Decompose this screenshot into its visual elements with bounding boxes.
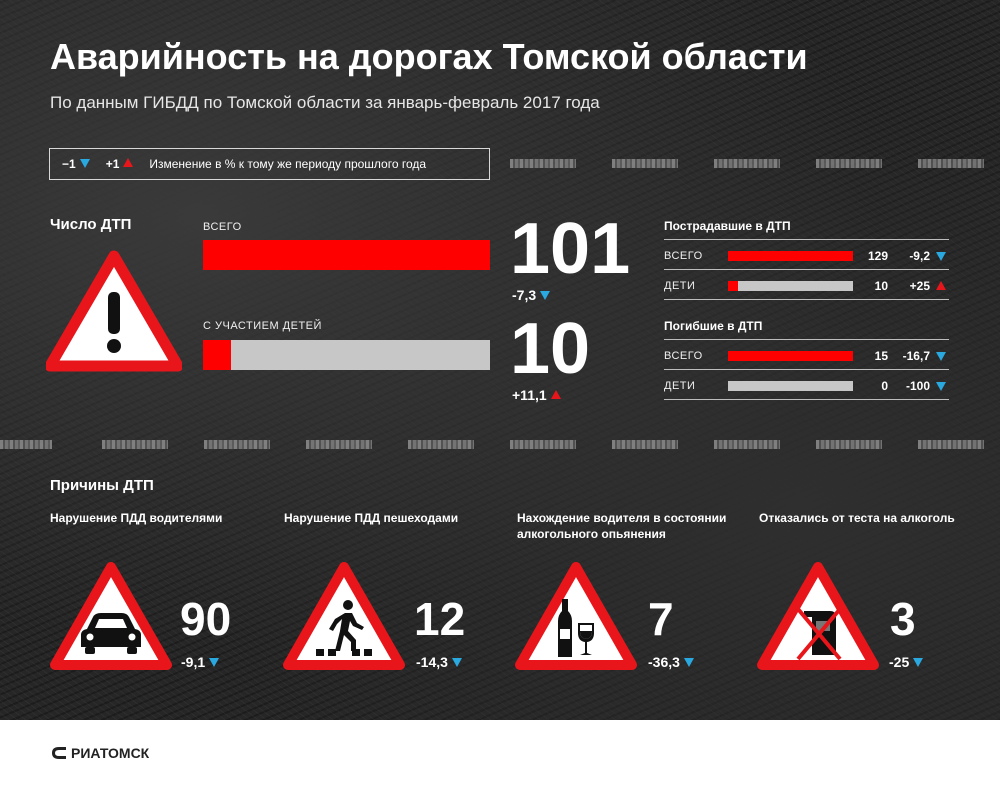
- bottle-glass-icon: [514, 561, 638, 673]
- cause-label: Нахождение водителя в состоянии алкогольного опьянения: [517, 511, 727, 541]
- divider: [664, 269, 949, 270]
- legend-decrease: −1: [62, 157, 90, 171]
- logo-text: РИАТОМСК: [71, 745, 150, 761]
- causes-heading: Причины ДТП: [50, 477, 154, 494]
- injured-total-bar-fill: [728, 251, 853, 261]
- injured-children-value: 10: [874, 279, 888, 293]
- cause-value: 12: [414, 593, 466, 645]
- cause-value: 90: [180, 593, 232, 645]
- cause-change: -25: [889, 654, 923, 670]
- injured-children-bar-fill: [728, 281, 738, 291]
- down-triangle-icon: [540, 291, 550, 300]
- accidents-total-bar-fill: [203, 240, 490, 270]
- down-triangle-icon: [684, 658, 694, 667]
- down-triangle-icon: [913, 658, 923, 667]
- divider: [664, 399, 949, 400]
- cause-change: -14,3: [416, 654, 462, 670]
- injured-children-bar: [728, 281, 853, 291]
- killed-total-bar-fill: [728, 351, 853, 361]
- legend-increase: +1: [106, 157, 134, 171]
- killed-children-value: 0: [881, 379, 888, 393]
- accidents-heading: Число ДТП: [50, 216, 132, 233]
- accidents-total-change: -7,3: [512, 287, 550, 303]
- page-title: Аварийность на дорогах Томской области: [50, 36, 808, 77]
- footer: [0, 720, 1000, 790]
- logo-mark-icon: [50, 745, 68, 761]
- cause-change: -36,3: [648, 654, 694, 670]
- pedestrian-icon: [282, 561, 406, 673]
- accidents-total-label: ВСЕГО: [203, 221, 242, 233]
- injured-total-label: ВСЕГО: [664, 250, 703, 262]
- killed-total-value: 15: [874, 349, 888, 363]
- killed-total-bar: [728, 351, 853, 361]
- cause-value: 3: [890, 593, 916, 645]
- road-marking-middle: [0, 440, 1000, 450]
- accidents-children-label: С УЧАСТИЕМ ДЕТЕЙ: [203, 320, 322, 332]
- down-triangle-icon: [936, 352, 946, 361]
- accidents-total-value: 101: [510, 209, 631, 289]
- cause-label: Отказались от теста на алкоголь: [759, 511, 955, 525]
- killed-children-change: -100: [905, 379, 930, 393]
- killed-total-change: -16,7: [902, 349, 930, 363]
- killed-heading: Погибшие в ДТП: [664, 319, 763, 333]
- cause-label: Нарушение ПДД пешеходами: [284, 511, 459, 525]
- divider: [664, 239, 949, 240]
- cause-value: 7: [648, 593, 674, 645]
- injured-total-change: -9,2: [909, 249, 930, 263]
- injured-total-value: 129: [867, 249, 888, 263]
- accidents-children-bar-fill: [203, 340, 231, 370]
- injured-total-bar: [728, 251, 853, 261]
- accidents-children-change: +11,1: [512, 387, 561, 403]
- killed-total-label: ВСЕГО: [664, 350, 703, 362]
- accidents-total-bar: [203, 240, 490, 270]
- down-triangle-icon: [936, 252, 946, 261]
- killed-children-label: ДЕТИ: [664, 380, 696, 392]
- divider: [664, 299, 949, 300]
- cause-label: Нарушение ПДД водителями: [50, 511, 223, 525]
- warning-exclamation-icon: [46, 250, 182, 372]
- up-triangle-icon: [936, 281, 946, 290]
- cause-change: -9,1: [181, 654, 219, 670]
- down-triangle-icon: [936, 382, 946, 391]
- page-subtitle: По данным ГИБДД по Томской области за январь-февраль 2017 года: [50, 93, 600, 112]
- car-icon: [49, 561, 173, 673]
- accidents-children-value: 10: [510, 309, 591, 389]
- killed-children-bar: [728, 381, 853, 391]
- divider: [664, 369, 949, 370]
- injured-children-label: ДЕТИ: [664, 280, 696, 292]
- down-triangle-icon: [452, 658, 462, 667]
- down-triangle-icon: [209, 658, 219, 667]
- injured-children-change: +25: [909, 279, 930, 293]
- up-triangle-icon: [551, 390, 561, 399]
- road-marking-top: [0, 159, 1000, 169]
- accidents-children-bar: [203, 340, 490, 370]
- crossed-breathalyzer-icon: [756, 561, 880, 673]
- divider: [664, 339, 949, 340]
- legend-text: Изменение в % к тому же периоду прошлого года: [149, 157, 427, 171]
- logo[interactable]: [50, 745, 149, 761]
- injured-heading: Пострадавшие в ДТП: [664, 219, 791, 233]
